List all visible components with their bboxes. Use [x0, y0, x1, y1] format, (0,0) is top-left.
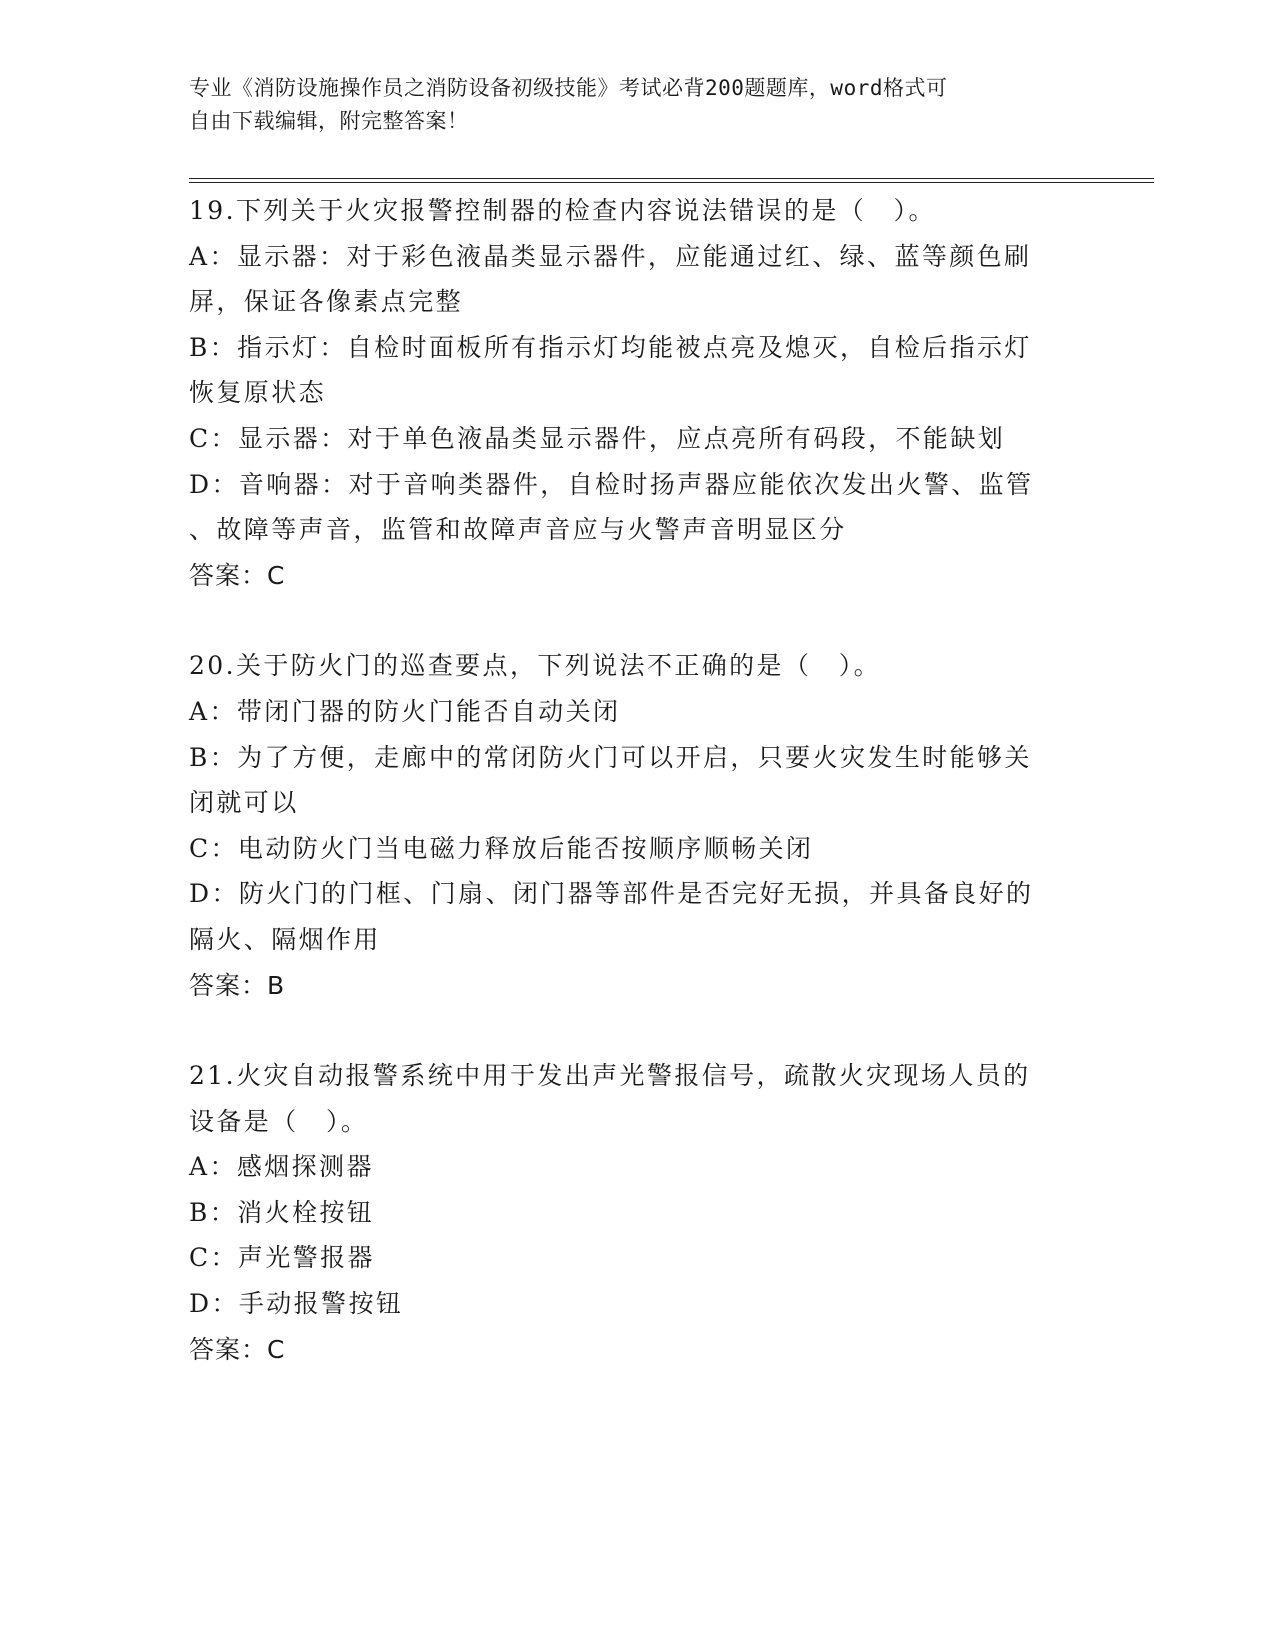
- question-20-stem: 20.关于防火门的巡查要点，下列说法不正确的是（ ）。: [189, 651, 882, 681]
- question-20-option-b-cont: 闭就可以: [189, 788, 299, 818]
- question-list: [189, 188, 1089, 1417]
- question-19: [189, 188, 1089, 598]
- question-21-stem: 21.火灾自动报警系统中用于发出声光警报信号，疏散火灾现场人员的: [189, 1061, 1031, 1091]
- question-20-option-d: D：防火门的门框、门扇、闭门器等部件是否完好无损，并具备良好的: [189, 879, 1034, 909]
- question-21-option-d: D：手动报警按钮: [189, 1289, 404, 1319]
- question-20-option-a: A：带闭门器的防火门能否自动关闭: [189, 696, 621, 726]
- header-divider-top: [189, 178, 1154, 179]
- question-20-option-d-cont: 隔火、隔烟作用: [189, 924, 381, 954]
- question-21: [189, 1053, 1089, 1372]
- question-20: [189, 643, 1089, 1008]
- question-19-option-c: C：显示器：对于单色液晶类显示器件，应点亮所有码段，不能缺划: [189, 423, 1006, 453]
- document-header: [189, 72, 1069, 138]
- question-19-option-b: B：指示灯：自检时面板所有指示灯均能被点亮及熄灭，自检后指示灯: [189, 332, 1032, 362]
- header-line-1: 专业《消防设施操作员之消防设备初级技能》考试必背200题题库，word格式可: [189, 76, 948, 100]
- question-21-option-a: A：感烟探测器: [189, 1152, 374, 1182]
- question-19-option-a-cont: 屏，保证各像素点完整: [189, 287, 464, 317]
- question-21-option-b: B：消火栓按钮: [189, 1197, 375, 1227]
- question-20-option-b: B：为了方便，走廊中的常闭防火门可以开启，只要火灾发生时能够关: [189, 742, 1032, 772]
- question-21-option-c: C：声光警报器: [189, 1243, 375, 1273]
- question-19-option-b-cont: 恢复原状态: [189, 378, 327, 408]
- question-20-option-c: C：电动防火门当电磁力释放后能否按顺序顺畅关闭: [189, 833, 814, 863]
- header-divider-bottom: [189, 182, 1154, 183]
- header-line-2: 自由下载编辑，附完整答案！: [189, 109, 469, 133]
- question-19-answer: 答案：C: [189, 560, 286, 590]
- question-21-stem-cont: 设备是（ ）。: [189, 1106, 369, 1136]
- question-19-option-a: A：显示器：对于彩色液晶类显示器件，应能通过红、绿、蓝等颜色刷: [189, 241, 1032, 271]
- question-19-stem: 19.下列关于火灾报警控制器的检查内容说法错误的是（ ）。: [189, 196, 936, 225]
- question-19-option-d: D：音响器：对于音响类器件，自检时扬声器应能依次发出火警、监管: [189, 469, 1034, 499]
- question-21-answer: 答案：C: [189, 1334, 286, 1364]
- question-19-option-d-cont: 、故障等声音，监管和故障声音应与火警声音明显区分: [189, 515, 847, 545]
- question-20-answer: 答案：B: [189, 970, 286, 1000]
